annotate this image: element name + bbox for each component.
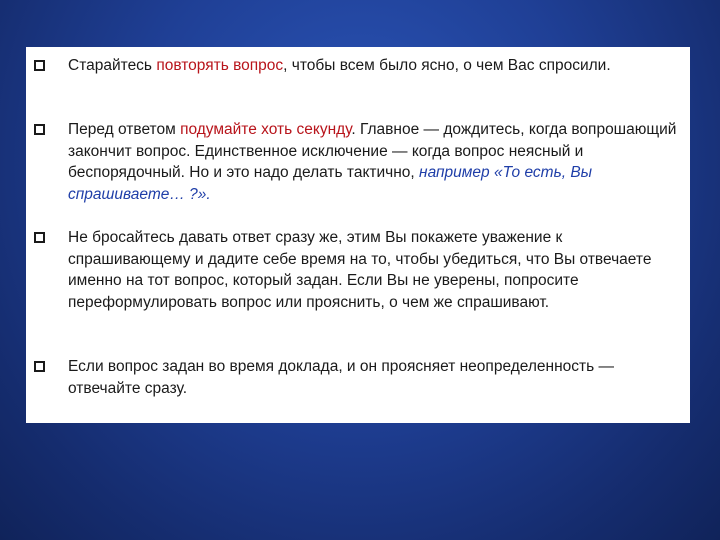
text-run: Не бросайтесь давать ответ сразу же, этим Вы покажете уважение к спрашивающему и дадите себе время на то, чтобы убедиться, что Вы отвечаете именно на тот вопрос, который задан. Если Вы не уверены, попросите переформулировать вопрос или прояснить, о чем же спрашивают. [68,229,652,311]
bullet-text [68,119,688,205]
bullet-text [68,356,688,399]
text-run: . Главное — дождитесь, когда вопрошающий закончит вопрос. Единственное исключение — когда вопрос неясный и беспорядочный. Но и это надо делать тактично, [68,121,677,181]
bullet-text [68,227,688,313]
example-phrase: например «То есть, Вы спрашиваете… ?». [68,164,593,203]
square-bullet-icon [34,124,47,137]
text-run: , чтобы всем было ясно, о чем Вас спросили. [283,57,611,74]
text-run: Если вопрос задан во время доклада, и он проясняет неопределенность — отвечайте сразу. [68,358,615,397]
content-panel [26,47,690,423]
text-run: Перед ответом [68,121,181,138]
square-bullet-icon [34,232,47,245]
bullet-text [68,55,688,77]
square-bullet-icon [34,361,47,374]
square-bullet-icon [34,60,47,73]
highlighted-phrase: повторять вопрос [156,57,284,74]
highlighted-phrase: подумайте хоть секунду [180,121,352,138]
text-run: Старайтесь [68,57,157,74]
